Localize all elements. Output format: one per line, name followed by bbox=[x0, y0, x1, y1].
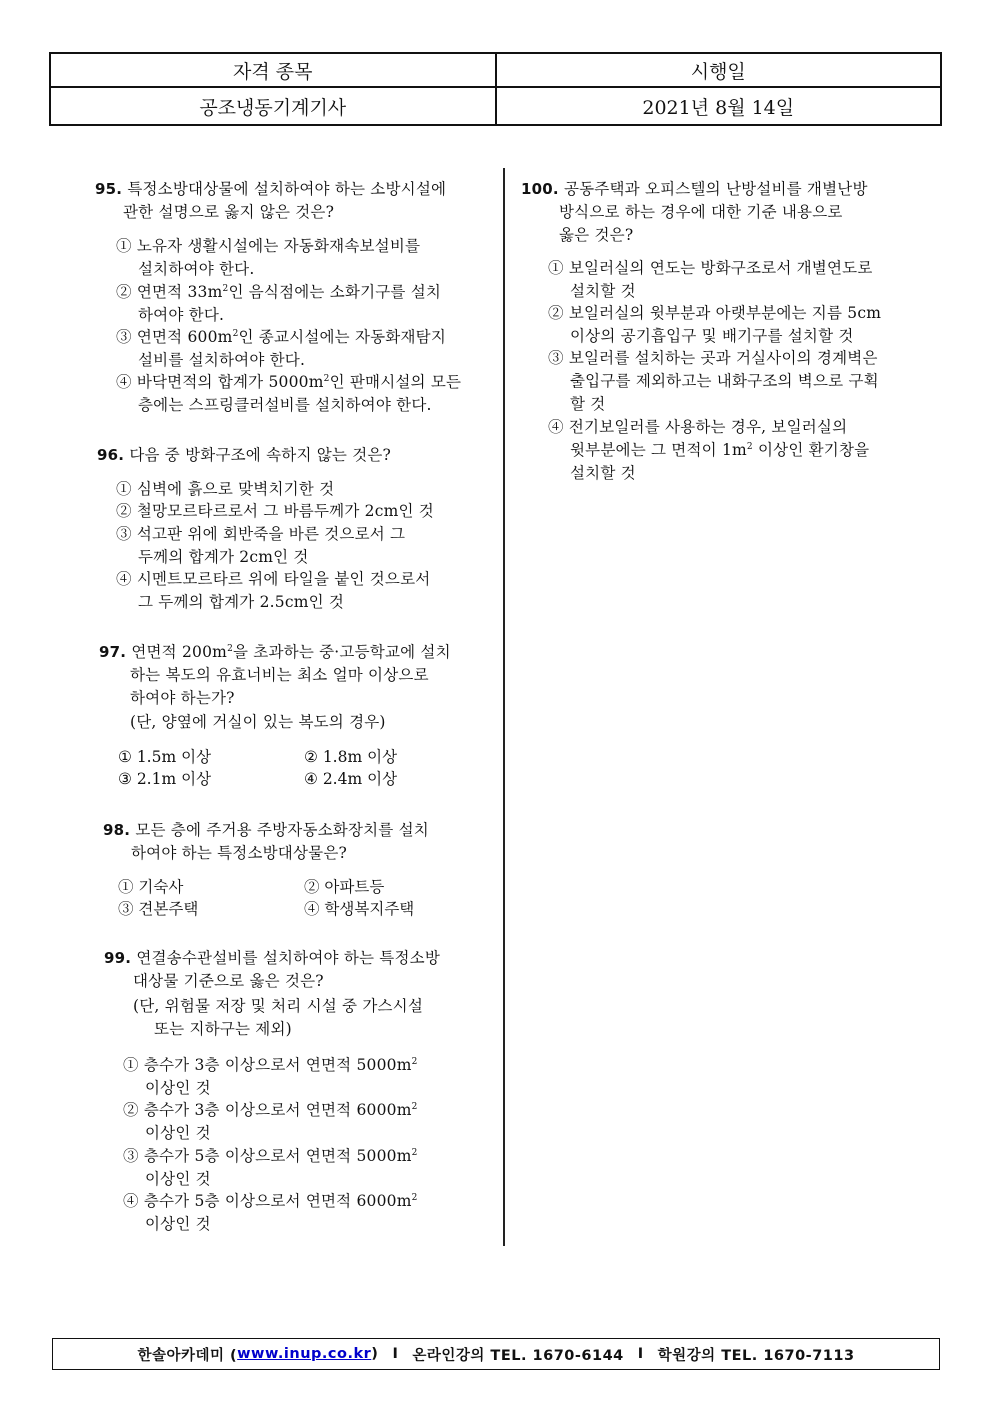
exam-header-table bbox=[49, 52, 942, 126]
option-3: ③ 2.1m 이상 bbox=[118, 770, 212, 788]
option-text: ③ 연면적 600m bbox=[116, 328, 233, 346]
option-1: ① 기숙사 bbox=[118, 878, 184, 896]
option-text: 이상인 환기창을 bbox=[757, 441, 870, 459]
option-text: 인 음식점에는 소화기구를 설치 bbox=[228, 283, 442, 301]
subject-value: 공조냉동기계기사 bbox=[50, 87, 496, 125]
option-text: ④ 전기보일러를 사용하는 경우, 보일러실의 bbox=[548, 418, 848, 436]
question-text: 연면적 200m bbox=[131, 643, 228, 661]
subject-label: 자격 종목 bbox=[50, 53, 496, 87]
option-4 bbox=[548, 416, 869, 485]
question-text: 옳은 것은? bbox=[559, 226, 634, 244]
option-text: 이상인 것 bbox=[145, 1079, 211, 1097]
option-text: ① 보일러실의 연도는 방화구조로서 개별연도로 bbox=[548, 259, 873, 277]
superscript: 2 bbox=[746, 442, 753, 452]
option-4: ④ 학생복지주택 bbox=[304, 900, 415, 918]
question-number: 95. bbox=[95, 180, 123, 198]
question-97 bbox=[99, 641, 451, 734]
superscript: 2 bbox=[411, 1148, 418, 1158]
option-text: ④ 시멘트모르타르 위에 타일을 붙인 것으로서 bbox=[116, 570, 431, 588]
question-number: 97. bbox=[99, 643, 127, 661]
option-text: ① 심벽에 흙으로 맞벽치기한 것 bbox=[116, 480, 335, 498]
option-text: 할 것 bbox=[570, 395, 606, 413]
option-text: 윗부분에는 그 면적이 1m bbox=[570, 441, 747, 459]
option-text: ③ 층수가 5층 이상으로서 연면적 5000m bbox=[123, 1147, 412, 1165]
option-2 bbox=[116, 281, 441, 327]
option-text: 설치하여야 한다. bbox=[138, 260, 255, 278]
option-text: ① 노유자 생활시설에는 자동화재속보설비를 bbox=[116, 237, 421, 255]
option-text: 설비를 설치하여야 한다. bbox=[138, 351, 306, 369]
option-4 bbox=[123, 1190, 418, 1236]
question-text: 특정소방대상물에 설치하여야 하는 소방시설에 bbox=[127, 180, 447, 198]
option-2 bbox=[123, 1099, 418, 1145]
option-1 bbox=[123, 1054, 418, 1100]
option-text: 출입구를 제외하고는 내화구조의 벽으로 구획 bbox=[570, 372, 879, 390]
superscript: 2 bbox=[227, 644, 233, 654]
option-text: 층에는 스프링클러설비를 설치하여야 한다. bbox=[138, 396, 432, 414]
superscript: 2 bbox=[323, 374, 330, 384]
question-95 bbox=[95, 178, 495, 224]
question-text: 을 초과하는 중·고등학교에 설치 bbox=[233, 643, 451, 661]
option-4 bbox=[116, 568, 430, 614]
option-2: ② 1.8m 이상 bbox=[304, 748, 398, 766]
footer-bar bbox=[52, 1338, 940, 1370]
option-text: 이상인 것 bbox=[145, 1215, 211, 1233]
option-3 bbox=[123, 1145, 418, 1191]
question-100 bbox=[521, 178, 868, 247]
option-4: ④ 2.4m 이상 bbox=[304, 770, 398, 788]
superscript: 2 bbox=[232, 329, 239, 339]
option-text: 설치할 것 bbox=[570, 282, 636, 300]
option-text: 그 두께의 합계가 2.5cm인 것 bbox=[138, 593, 345, 611]
footer-brand: 한솔아카데미 ( bbox=[137, 1347, 238, 1364]
question-text: 방식으로 하는 경우에 대한 기준 내용으로 bbox=[559, 203, 843, 221]
option-2 bbox=[116, 500, 434, 523]
option-text: 인 판매시설의 모든 bbox=[329, 373, 462, 391]
option-text: 두께의 합계가 2cm인 것 bbox=[138, 548, 309, 566]
option-text: ④ 바닥면적의 합계가 5000m bbox=[116, 373, 324, 391]
footer-paren: ) bbox=[371, 1346, 379, 1362]
question-96 bbox=[97, 444, 391, 467]
option-3 bbox=[548, 347, 879, 416]
question-text: 관한 설명으로 옳지 않은 것은? bbox=[123, 203, 335, 221]
option-text: ② 보일러실의 윗부분과 아랫부분에는 지름 5cm bbox=[548, 304, 882, 322]
option-2 bbox=[548, 302, 881, 348]
option-4 bbox=[116, 371, 461, 417]
question-number: 99. bbox=[104, 949, 132, 967]
option-2: ② 아파트등 bbox=[304, 878, 385, 896]
superscript: 2 bbox=[411, 1193, 418, 1203]
superscript: 2 bbox=[222, 284, 229, 294]
option-text: ④ 층수가 5층 이상으로서 연면적 6000m bbox=[123, 1192, 412, 1210]
option-text: ② 연면적 33m bbox=[116, 283, 223, 301]
question-text: 대상물 기준으로 옳은 것은? bbox=[133, 972, 324, 990]
option-3 bbox=[116, 326, 446, 372]
option-1 bbox=[116, 478, 334, 501]
footer-academy-phone: 학원강의 TEL. 1670-7113 bbox=[657, 1347, 855, 1364]
question-text: 하여야 하는 특정소방대상물은? bbox=[131, 844, 348, 862]
option-text: 설치할 것 bbox=[570, 464, 636, 482]
option-1: ① 1.5m 이상 bbox=[118, 748, 212, 766]
option-text: 인 종교시설에는 자동화재탐지 bbox=[238, 328, 447, 346]
question-number: 98. bbox=[103, 821, 131, 839]
option-text: 이상의 공기흡입구 및 배기구를 설치할 것 bbox=[570, 327, 854, 345]
question-text: 하는 복도의 유효너비는 최소 얼마 이상으로 bbox=[130, 666, 429, 684]
date-value: 2021년 8월 14일 bbox=[496, 87, 942, 125]
website-link[interactable]: www.inup.co.kr bbox=[237, 1346, 372, 1362]
question-99 bbox=[104, 947, 440, 1041]
question-text: 다음 중 방화구조에 속하지 않는 것은? bbox=[129, 446, 392, 464]
question-number: 100. bbox=[521, 180, 559, 198]
question-text: 하여야 하는가? bbox=[130, 689, 235, 707]
option-text: 이상인 것 bbox=[145, 1124, 211, 1142]
option-text: ② 철망모르타르로서 그 바름두께가 2cm인 것 bbox=[116, 502, 434, 520]
option-text: ② 층수가 3층 이상으로서 연면적 6000m bbox=[123, 1101, 412, 1119]
option-3: ③ 견본주택 bbox=[118, 900, 199, 918]
option-1 bbox=[548, 257, 873, 303]
option-text: 하여야 한다. bbox=[138, 306, 225, 324]
footer-online-phone: 온라인강의 TEL. 1670-6144 bbox=[412, 1347, 624, 1364]
question-note: (단, 위험물 저장 및 처리 시설 중 가스시설 bbox=[133, 997, 424, 1015]
column-divider bbox=[503, 168, 505, 1246]
option-text: ③ 석고판 위에 회반죽을 바른 것으로서 그 bbox=[116, 525, 406, 543]
option-1 bbox=[116, 235, 420, 281]
question-text: 공동주택과 오피스텔의 난방설비를 개별난방 bbox=[563, 180, 868, 198]
question-text: 연결송수관설비를 설치하여야 하는 특정소방 bbox=[136, 949, 440, 967]
option-3 bbox=[116, 523, 405, 569]
question-text: 모든 층에 주거용 주방자동소화장치를 설치 bbox=[135, 821, 429, 839]
question-98 bbox=[103, 819, 429, 865]
question-number: 96. bbox=[97, 446, 125, 464]
footer-separator: I bbox=[637, 1346, 644, 1362]
question-note: 또는 지하구는 제외) bbox=[154, 1020, 292, 1038]
superscript: 2 bbox=[411, 1057, 418, 1067]
footer-separator: I bbox=[392, 1346, 399, 1362]
option-text: 이상인 것 bbox=[145, 1170, 211, 1188]
option-text: ③ 보일러를 설치하는 곳과 거실사이의 경계벽은 bbox=[548, 349, 878, 367]
question-note: (단, 양옆에 거실이 있는 복도의 경우) bbox=[130, 713, 386, 731]
option-text: ① 층수가 3층 이상으로서 연면적 5000m bbox=[123, 1056, 412, 1074]
date-label: 시행일 bbox=[496, 53, 942, 87]
superscript: 2 bbox=[411, 1102, 418, 1112]
